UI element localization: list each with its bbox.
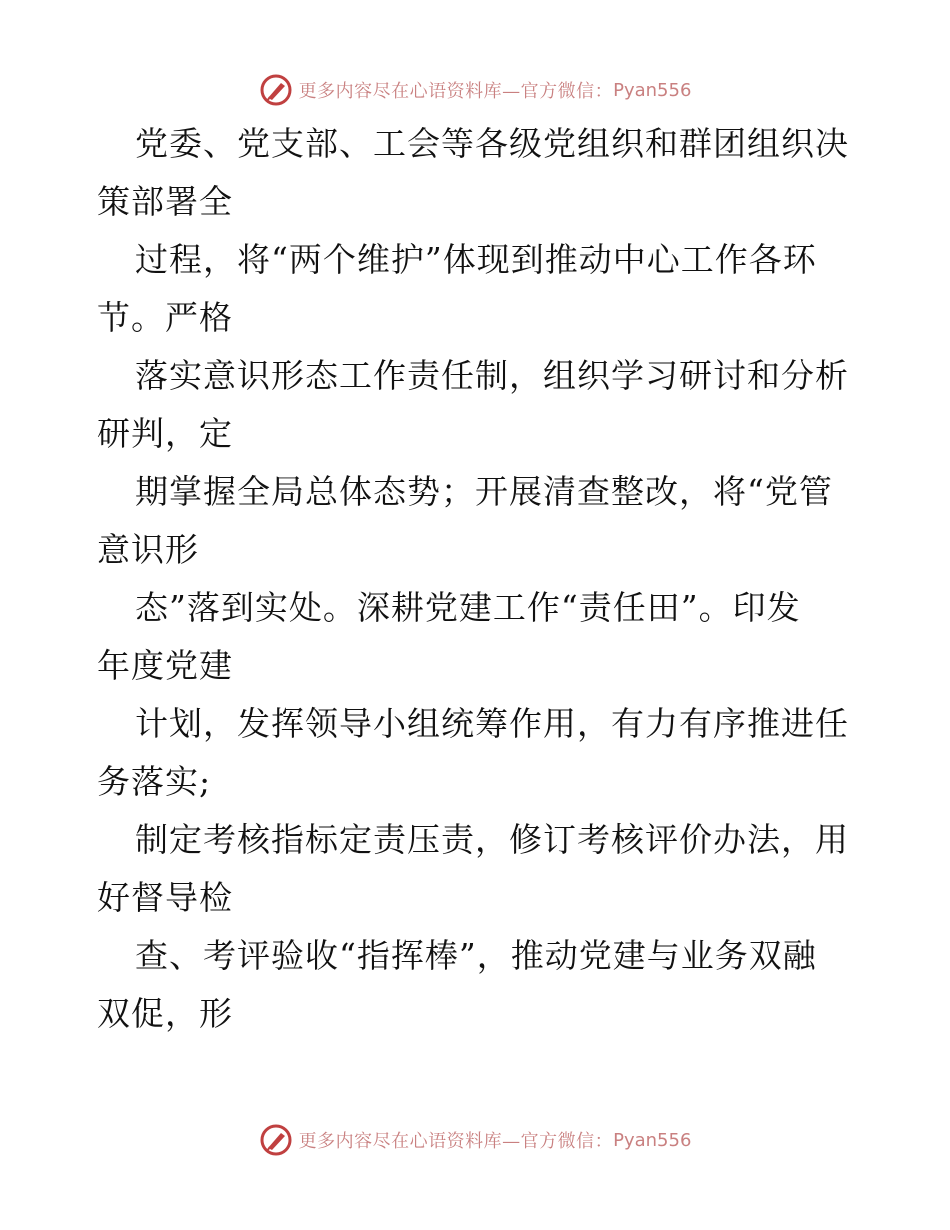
text-line: 务落实; [97, 762, 212, 801]
text-line: 研判，定 [97, 414, 233, 453]
text-line: 期掌握全局总体态势；开展清查整改，将“党管 [135, 472, 833, 511]
banner-text: 更多内容尽在心语资料库—官方微信： [298, 1131, 614, 1152]
quill-pen-logo-icon [259, 73, 293, 107]
text-line: 年度党建 [97, 646, 233, 685]
header-watermark-banner [0, 70, 950, 110]
document-body [97, 115, 857, 1043]
text-line: 节。严格 [97, 298, 233, 337]
text-line: 计划，发挥领导小组统筹作用，有力有序推进任 [135, 704, 849, 743]
banner-wechat-id: Pyan556 [613, 1129, 692, 1151]
text-line: 好督导检 [97, 878, 233, 917]
text-line: 双促，形 [97, 994, 233, 1033]
text-line: 意识形 [97, 530, 199, 569]
banner-wechat-id: Pyan556 [613, 79, 692, 101]
text-line: 制定考核指标定责压责，修订考核评价办法，用 [135, 820, 849, 859]
text-line: 态”落到实处。深耕党建工作“责任田”。印发 [135, 588, 801, 627]
text-line: 过程，将“两个维护”体现到推动中心工作各环 [135, 240, 817, 279]
text-line: 党委、党支部、工会等各级党组织和群团组织决 [135, 124, 849, 163]
quill-pen-logo-icon [259, 1123, 293, 1157]
banner-text: 更多内容尽在心语资料库—官方微信： [298, 81, 614, 102]
text-line: 落实意识形态工作责任制，组织学习研讨和分析 [135, 356, 849, 395]
text-line: 查、考评验收“指挥棒”，推动党建与业务双融 [135, 936, 817, 975]
text-line: 策部署全 [97, 182, 233, 221]
footer-watermark-banner [0, 1120, 950, 1160]
